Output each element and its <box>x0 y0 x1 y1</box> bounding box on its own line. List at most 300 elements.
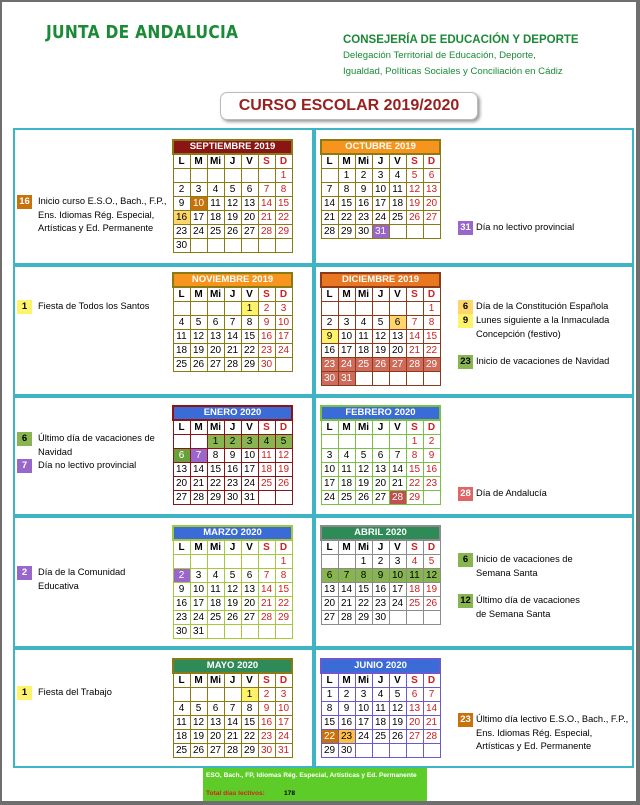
weekday-header: D <box>275 420 292 435</box>
day-cell: 23 <box>355 211 372 225</box>
day-cell: 20 <box>321 597 338 611</box>
calendar-june <box>320 658 441 758</box>
weekday-header: D <box>423 420 440 435</box>
legend-text-jun: Último día lectivo E.S.O., Bach., F.P., Ens. Idiomas Rég. Especial, Artísticas y Ed. Permanente <box>476 714 629 751</box>
day-cell: 6 <box>406 688 423 702</box>
day-cell: 2 <box>258 688 275 702</box>
day-cell: 26 <box>224 225 241 239</box>
day-cell: 7 <box>338 569 355 583</box>
day-cell: 31 <box>275 744 292 758</box>
empty-cell <box>173 169 190 183</box>
day-cell: 1 <box>241 302 258 316</box>
weekday-header: L <box>321 287 338 302</box>
day-cell: 22 <box>406 477 423 491</box>
day-cell: 12 <box>224 583 241 597</box>
day-cell: 11 <box>372 702 389 716</box>
weekday-header: L <box>173 420 190 435</box>
day-cell: 10 <box>355 702 372 716</box>
weekday-header: M <box>190 154 207 169</box>
day-cell: 19 <box>190 344 207 358</box>
empty-cell <box>173 435 190 449</box>
day-cell: 21 <box>190 477 207 491</box>
footer-total-label: Total días lectivos: <box>206 790 265 797</box>
day-cell: 14 <box>224 716 241 730</box>
legend-text-jan-6: Último día de vacaciones de Navidad <box>38 433 155 457</box>
weekday-header: Mi <box>207 420 224 435</box>
day-cell: 29 <box>275 225 292 239</box>
day-cell: 1 <box>275 169 292 183</box>
day-cell: 12 <box>406 183 423 197</box>
day-cell: 12 <box>389 702 406 716</box>
day-cell: 16 <box>258 716 275 730</box>
day-cell: 30 <box>173 239 190 253</box>
legend-badge-jun: 23 <box>458 713 473 727</box>
day-cell: 11 <box>406 569 423 583</box>
empty-cell <box>423 611 440 625</box>
day-cell: 14 <box>423 702 440 716</box>
day-cell: 23 <box>173 611 190 625</box>
day-cell: 29 <box>275 611 292 625</box>
legend-badge-mar: 2 <box>17 566 32 580</box>
day-cell: 15 <box>241 330 258 344</box>
day-cell: 9 <box>355 183 372 197</box>
weekday-header: L <box>321 420 338 435</box>
day-cell: 15 <box>338 197 355 211</box>
day-cell: 3 <box>321 449 338 463</box>
legend-text-mar: Día de la Comunidad Educativa <box>38 567 126 591</box>
day-cell: 2 <box>423 435 440 449</box>
day-cell: 5 <box>372 316 389 330</box>
day-cell: 26 <box>275 477 292 491</box>
day-cell: 13 <box>406 702 423 716</box>
empty-cell <box>207 688 224 702</box>
empty-cell <box>372 435 389 449</box>
empty-cell <box>321 169 338 183</box>
weekday-header: M <box>338 540 355 555</box>
day-cell: 17 <box>190 597 207 611</box>
delegation-line-1: Delegación Territorial de Educación, Deporte, <box>343 50 536 61</box>
day-cell: 2 <box>372 555 389 569</box>
day-cell: 25 <box>389 211 406 225</box>
weekday-header: J <box>224 420 241 435</box>
empty-cell <box>389 435 406 449</box>
empty-cell <box>372 302 389 316</box>
day-cell: 15 <box>241 716 258 730</box>
day-cell: 23 <box>372 597 389 611</box>
weekday-header: S <box>406 287 423 302</box>
day-cell: 19 <box>190 730 207 744</box>
month-title: MARZO 2020 <box>173 526 292 540</box>
day-cell: 6 <box>372 449 389 463</box>
day-cell: 10 <box>338 330 355 344</box>
day-cell: 16 <box>321 344 338 358</box>
day-cell: 15 <box>207 463 224 477</box>
day-cell: 23 <box>338 730 355 744</box>
day-cell: 13 <box>423 183 440 197</box>
day-cell: 12 <box>275 449 292 463</box>
weekday-header: Mi <box>355 287 372 302</box>
day-cell: 24 <box>321 491 338 505</box>
day-cell: 21 <box>258 211 275 225</box>
day-cell: 4 <box>258 435 275 449</box>
day-cell: 9 <box>338 702 355 716</box>
weekday-header: J <box>372 673 389 688</box>
day-cell: 11 <box>207 583 224 597</box>
day-cell: 24 <box>372 211 389 225</box>
day-cell: 8 <box>321 702 338 716</box>
weekday-header: S <box>406 540 423 555</box>
day-cell: 8 <box>275 183 292 197</box>
day-cell: 13 <box>207 716 224 730</box>
weekday-header: V <box>389 420 406 435</box>
day-cell: 20 <box>389 344 406 358</box>
legend-badge-dec-23: 23 <box>458 355 473 369</box>
day-cell: 10 <box>190 197 207 211</box>
legend-badge-nov: 1 <box>17 300 32 314</box>
empty-cell <box>190 435 207 449</box>
legend-badge-jan-6: 6 <box>17 432 32 446</box>
day-cell: 24 <box>275 344 292 358</box>
day-cell: 21 <box>338 597 355 611</box>
legend-badge-jan-7: 7 <box>17 459 32 473</box>
day-cell: 31 <box>241 491 258 505</box>
day-cell: 6 <box>321 569 338 583</box>
day-cell: 19 <box>275 463 292 477</box>
day-cell: 20 <box>423 197 440 211</box>
day-cell: 20 <box>241 597 258 611</box>
weekday-header: V <box>389 673 406 688</box>
day-cell: 23 <box>258 730 275 744</box>
day-cell: 27 <box>372 491 389 505</box>
legend-text-feb: Día de Andalucía <box>476 488 547 498</box>
day-cell: 6 <box>207 316 224 330</box>
empty-cell <box>190 239 207 253</box>
day-cell: 26 <box>190 744 207 758</box>
day-cell: 8 <box>338 183 355 197</box>
day-cell: 20 <box>406 716 423 730</box>
weekday-header: S <box>406 420 423 435</box>
day-cell: 5 <box>190 702 207 716</box>
day-cell: 12 <box>355 463 372 477</box>
day-cell: 19 <box>372 344 389 358</box>
day-cell: 19 <box>224 211 241 225</box>
empty-cell <box>423 372 440 386</box>
day-cell: 25 <box>338 491 355 505</box>
day-cell: 17 <box>389 583 406 597</box>
day-cell: 24 <box>190 611 207 625</box>
empty-cell <box>258 239 275 253</box>
empty-cell <box>190 555 207 569</box>
day-cell: 20 <box>207 730 224 744</box>
empty-cell <box>389 302 406 316</box>
day-cell: 17 <box>338 344 355 358</box>
day-cell: 7 <box>224 316 241 330</box>
month-title: NOVIEMBRE 2019 <box>173 273 292 287</box>
day-cell: 27 <box>423 211 440 225</box>
empty-cell <box>241 555 258 569</box>
day-cell: 13 <box>173 463 190 477</box>
month-title: OCTUBRE 2019 <box>321 140 440 154</box>
day-cell: 15 <box>321 716 338 730</box>
calendar-page <box>2 2 636 801</box>
day-cell: 8 <box>241 702 258 716</box>
day-cell: 1 <box>338 169 355 183</box>
day-cell: 9 <box>321 330 338 344</box>
weekday-header: V <box>389 540 406 555</box>
school-year-title: CURSO ESCOLAR 2019/2020 <box>220 92 478 120</box>
day-cell: 23 <box>173 225 190 239</box>
day-cell: 17 <box>275 330 292 344</box>
day-cell: 11 <box>338 463 355 477</box>
legend-badge-feb: 28 <box>458 487 473 501</box>
day-cell: 5 <box>224 569 241 583</box>
day-cell: 10 <box>372 183 389 197</box>
day-cell: 27 <box>321 611 338 625</box>
day-cell: 22 <box>321 730 338 744</box>
day-cell: 27 <box>406 730 423 744</box>
day-cell: 3 <box>190 183 207 197</box>
empty-cell <box>258 491 275 505</box>
day-cell: 21 <box>224 730 241 744</box>
empty-cell <box>173 555 190 569</box>
day-cell: 8 <box>241 316 258 330</box>
weekday-header: V <box>389 287 406 302</box>
empty-cell <box>372 372 389 386</box>
day-cell: 4 <box>355 316 372 330</box>
legend-text-dec-6: Día de la Constitución Española <box>476 301 609 311</box>
day-cell: 21 <box>423 716 440 730</box>
day-cell: 23 <box>423 477 440 491</box>
day-cell: 22 <box>241 344 258 358</box>
day-cell: 26 <box>372 358 389 372</box>
day-cell: 25 <box>406 597 423 611</box>
day-cell: 25 <box>207 225 224 239</box>
weekday-header: J <box>372 540 389 555</box>
empty-cell <box>406 372 423 386</box>
legend-text-oct: Día no lectivo provincial <box>476 222 575 232</box>
empty-cell <box>423 744 440 758</box>
day-cell: 18 <box>173 730 190 744</box>
weekday-header: D <box>423 673 440 688</box>
weekday-header: V <box>241 154 258 169</box>
day-cell: 15 <box>355 583 372 597</box>
day-cell: 21 <box>406 344 423 358</box>
day-cell: 7 <box>321 183 338 197</box>
empty-cell <box>258 555 275 569</box>
day-cell: 18 <box>207 597 224 611</box>
footer-total-value: 178 <box>284 790 296 797</box>
day-cell: 21 <box>258 597 275 611</box>
calendar-march <box>172 525 293 639</box>
day-cell: 17 <box>321 477 338 491</box>
empty-cell <box>406 744 423 758</box>
weekday-header: S <box>258 673 275 688</box>
empty-cell <box>275 491 292 505</box>
day-cell: 18 <box>173 344 190 358</box>
day-cell: 11 <box>389 183 406 197</box>
day-cell: 17 <box>355 716 372 730</box>
empty-cell <box>275 239 292 253</box>
day-cell: 6 <box>241 183 258 197</box>
weekday-header: M <box>190 420 207 435</box>
day-cell: 27 <box>173 491 190 505</box>
day-cell: 2 <box>173 569 190 583</box>
weekday-header: V <box>241 673 258 688</box>
day-cell: 17 <box>241 463 258 477</box>
weekday-header: J <box>224 673 241 688</box>
month-title: ABRIL 2020 <box>321 526 440 540</box>
empty-cell <box>241 169 258 183</box>
day-cell: 29 <box>355 611 372 625</box>
day-cell: 2 <box>258 302 275 316</box>
day-cell: 3 <box>355 688 372 702</box>
day-cell: 9 <box>173 197 190 211</box>
day-cell: 28 <box>258 611 275 625</box>
day-cell: 30 <box>258 744 275 758</box>
day-cell: 13 <box>372 463 389 477</box>
day-cell: 19 <box>423 583 440 597</box>
day-cell: 7 <box>406 316 423 330</box>
day-cell: 25 <box>355 358 372 372</box>
day-cell: 22 <box>338 211 355 225</box>
day-cell: 14 <box>389 463 406 477</box>
weekday-header: J <box>372 154 389 169</box>
day-cell: 28 <box>224 744 241 758</box>
empty-cell <box>406 302 423 316</box>
day-cell: 16 <box>258 330 275 344</box>
weekday-header: V <box>241 420 258 435</box>
day-cell: 22 <box>241 730 258 744</box>
month-title: JUNIO 2020 <box>321 659 440 673</box>
day-cell: 19 <box>224 597 241 611</box>
day-cell: 9 <box>423 449 440 463</box>
empty-cell <box>224 239 241 253</box>
empty-cell <box>321 555 338 569</box>
day-cell: 29 <box>423 358 440 372</box>
empty-cell <box>190 169 207 183</box>
weekday-header: D <box>275 673 292 688</box>
weekday-header: S <box>406 154 423 169</box>
day-cell: 22 <box>275 597 292 611</box>
calendar-may <box>172 658 293 758</box>
empty-cell <box>389 225 406 239</box>
day-cell: 13 <box>321 583 338 597</box>
weekday-header: V <box>241 287 258 302</box>
day-cell: 27 <box>241 225 258 239</box>
day-cell: 9 <box>258 702 275 716</box>
legend-text-apr-6: Inicio de vacaciones de Semana Santa <box>476 554 573 578</box>
day-cell: 7 <box>190 449 207 463</box>
delegation-line-2: Igualdad, Políticas Sociales y Conciliación en Cádiz <box>343 66 563 77</box>
empty-cell <box>321 435 338 449</box>
day-cell: 26 <box>190 358 207 372</box>
empty-cell <box>258 169 275 183</box>
legend-badge-dec-9: 9 <box>458 314 473 328</box>
day-cell: 13 <box>389 330 406 344</box>
day-cell: 23 <box>321 358 338 372</box>
weekday-header: L <box>173 673 190 688</box>
day-cell: 4 <box>372 688 389 702</box>
weekday-header: L <box>173 540 190 555</box>
day-cell: 5 <box>275 435 292 449</box>
day-cell: 20 <box>241 211 258 225</box>
day-cell: 9 <box>224 449 241 463</box>
weekday-header: D <box>275 154 292 169</box>
day-cell: 10 <box>241 449 258 463</box>
day-cell: 29 <box>241 358 258 372</box>
weekday-header: Mi <box>355 154 372 169</box>
empty-cell <box>355 372 372 386</box>
legend-text-nov: Fiesta de Todos los Santos <box>38 301 150 311</box>
day-cell: 5 <box>423 555 440 569</box>
day-cell: 1 <box>423 302 440 316</box>
calendar-january <box>172 405 293 505</box>
weekday-header: Mi <box>355 673 372 688</box>
day-cell: 24 <box>355 730 372 744</box>
legend-badge-apr-12: 12 <box>458 594 473 608</box>
day-cell: 12 <box>190 716 207 730</box>
day-cell: 2 <box>173 183 190 197</box>
weekday-header: J <box>372 420 389 435</box>
day-cell: 25 <box>173 358 190 372</box>
day-cell: 20 <box>207 344 224 358</box>
day-cell: 10 <box>275 316 292 330</box>
day-cell: 21 <box>224 344 241 358</box>
day-cell: 28 <box>190 491 207 505</box>
empty-cell <box>423 491 440 505</box>
day-cell: 4 <box>338 449 355 463</box>
day-cell: 26 <box>389 730 406 744</box>
weekday-header: M <box>338 420 355 435</box>
day-cell: 4 <box>173 702 190 716</box>
empty-cell <box>275 625 292 639</box>
day-cell: 15 <box>423 330 440 344</box>
day-cell: 11 <box>355 330 372 344</box>
legend-text-dec-9: Lunes siguiente a la Inmaculada Concepción (festivo) <box>476 315 610 339</box>
day-cell: 8 <box>275 569 292 583</box>
day-cell: 23 <box>224 477 241 491</box>
day-cell: 1 <box>207 435 224 449</box>
day-cell: 28 <box>224 358 241 372</box>
day-cell: 18 <box>258 463 275 477</box>
day-cell: 4 <box>173 316 190 330</box>
day-cell: 26 <box>406 211 423 225</box>
weekday-header: Mi <box>207 287 224 302</box>
weekday-header: L <box>321 673 338 688</box>
day-cell: 6 <box>389 316 406 330</box>
weekday-header: M <box>338 154 355 169</box>
day-cell: 17 <box>190 211 207 225</box>
day-cell: 10 <box>389 569 406 583</box>
legend-text-sep: Inicio curso E.S.O., Bach., F.P., Ens. Idiomas Rég. Especial, Artísticas y Ed. Permanente <box>38 196 167 233</box>
day-cell: 14 <box>406 330 423 344</box>
day-cell: 16 <box>173 597 190 611</box>
total-days-footer <box>203 768 427 801</box>
empty-cell <box>224 302 241 316</box>
day-cell: 5 <box>224 183 241 197</box>
day-cell: 5 <box>406 169 423 183</box>
weekday-header: M <box>190 540 207 555</box>
day-cell: 15 <box>406 463 423 477</box>
day-cell: 13 <box>207 330 224 344</box>
empty-cell <box>321 302 338 316</box>
day-cell: 7 <box>258 183 275 197</box>
empty-cell <box>224 169 241 183</box>
weekday-header: Mi <box>355 420 372 435</box>
day-cell: 26 <box>355 491 372 505</box>
day-cell: 8 <box>355 569 372 583</box>
empty-cell <box>207 625 224 639</box>
